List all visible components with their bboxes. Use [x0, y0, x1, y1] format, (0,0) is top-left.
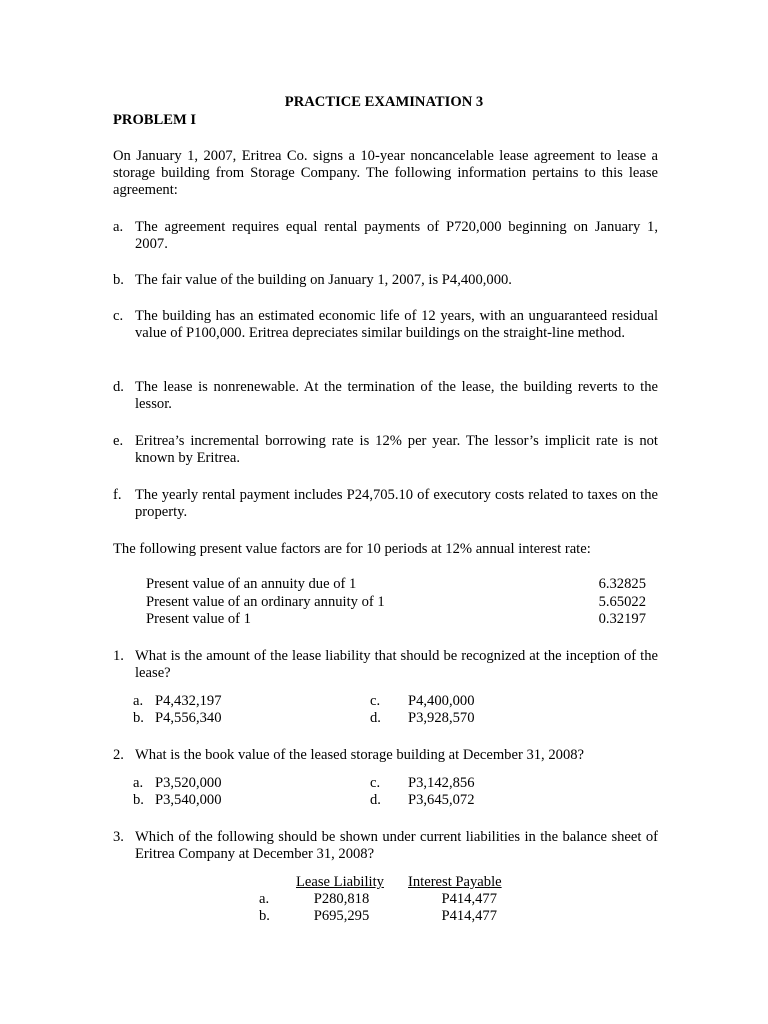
lease-liability-cell: P695,295	[313, 908, 370, 924]
option-label: b.	[133, 792, 144, 808]
info-item-text: The lease is nonrenewable. At the termination of the lease, the building reverts to the lessor.	[135, 379, 658, 412]
option-label: b.	[133, 710, 144, 726]
option-row	[133, 693, 513, 710]
question-text: What is the amount of the lease liability that should be recognized at the inception of the lease?	[135, 648, 658, 681]
question-1	[113, 648, 658, 682]
info-item-e	[113, 433, 658, 467]
intro-paragraph: On January 1, 2007, Eritrea Co. signs a 10-year noncancelable lease agreement to lease a storage building from Storage Company. The following information pertains to this lease agreement:	[113, 148, 658, 198]
option-row	[133, 792, 513, 809]
option-label: d.	[370, 710, 381, 726]
info-item-label: d.	[113, 379, 124, 395]
column-header-lease-liability: Lease Liability	[296, 874, 384, 890]
question-text: Which of the following should be shown under current liabilities in the balance sheet of Eritrea Company at December 31, 2008?	[135, 829, 658, 862]
option-value: P4,432,197	[155, 693, 222, 709]
option-label: d.	[370, 792, 381, 808]
option-value: P4,556,340	[155, 710, 222, 726]
table-row-label: a.	[259, 891, 270, 907]
info-item-a	[113, 219, 658, 253]
problem-heading: PROBLEM I	[113, 112, 197, 128]
pv-value: 0.32197	[598, 611, 646, 627]
pv-label: Present value of an annuity due of 1	[146, 576, 357, 592]
info-item-text: The agreement requires equal rental payments of P720,000 beginning on January 1, 2007.	[135, 219, 658, 252]
question-2	[113, 747, 658, 764]
question-number: 2.	[113, 747, 124, 763]
pv-intro: The following present value factors are for 10 periods at 12% annual interest rate:	[113, 541, 591, 557]
pv-row	[146, 576, 646, 593]
table-row-label: b.	[259, 908, 270, 924]
interest-payable-cell: P414,477	[441, 891, 497, 907]
info-item-text: The building has an estimated economic life of 12 years, with an unguaranteed residual value of P100,000. Eritrea depreciates similar buildings on the straight-line method.	[135, 308, 658, 341]
question-number: 3.	[113, 829, 124, 845]
option-label: c.	[370, 775, 381, 791]
option-value: P4,400,000	[408, 693, 475, 709]
lease-liability-cell: P280,818	[313, 891, 370, 907]
question-number: 1.	[113, 648, 124, 664]
option-value: P3,520,000	[155, 775, 222, 791]
question-3	[113, 829, 658, 863]
info-item-d	[113, 379, 658, 413]
pv-row	[146, 594, 646, 611]
option-label: a.	[133, 775, 144, 791]
interest-payable-cell: P414,477	[441, 908, 497, 924]
pv-value: 6.32825	[598, 576, 646, 592]
info-item-label: c.	[113, 308, 124, 324]
pv-label: Present value of an ordinary annuity of 1	[146, 594, 385, 610]
option-value: P3,928,570	[408, 710, 475, 726]
pv-row	[146, 611, 646, 628]
info-item-f	[113, 487, 658, 521]
question-text: What is the book value of the leased storage building at December 31, 2008?	[135, 747, 585, 763]
info-item-b	[113, 272, 658, 289]
option-value: P3,645,072	[408, 792, 475, 808]
info-item-c	[113, 308, 658, 342]
option-label: c.	[370, 693, 381, 709]
info-item-label: b.	[113, 272, 124, 288]
option-value: P3,142,856	[408, 775, 475, 791]
info-item-text: Eritrea’s incremental borrowing rate is 12% per year. The lessor’s implicit rate is not known by Eritrea.	[135, 433, 658, 466]
info-item-label: f.	[113, 487, 122, 503]
info-item-label: e.	[113, 433, 124, 449]
info-item-text: The fair value of the building on January 1, 2007, is P4,400,000.	[135, 272, 512, 288]
pv-label: Present value of 1	[146, 611, 251, 627]
option-row	[133, 775, 513, 792]
option-row	[133, 710, 513, 727]
column-header-interest-payable: Interest Payable	[408, 874, 502, 890]
info-item-label: a.	[113, 219, 124, 235]
page-title: PRACTICE EXAMINATION 3	[284, 94, 484, 110]
info-item-text: The yearly rental payment includes P24,705.10 of executory costs related to taxes on the property.	[135, 487, 658, 520]
option-value: P3,540,000	[155, 792, 222, 808]
pv-value: 5.65022	[598, 594, 646, 610]
option-label: a.	[133, 693, 144, 709]
